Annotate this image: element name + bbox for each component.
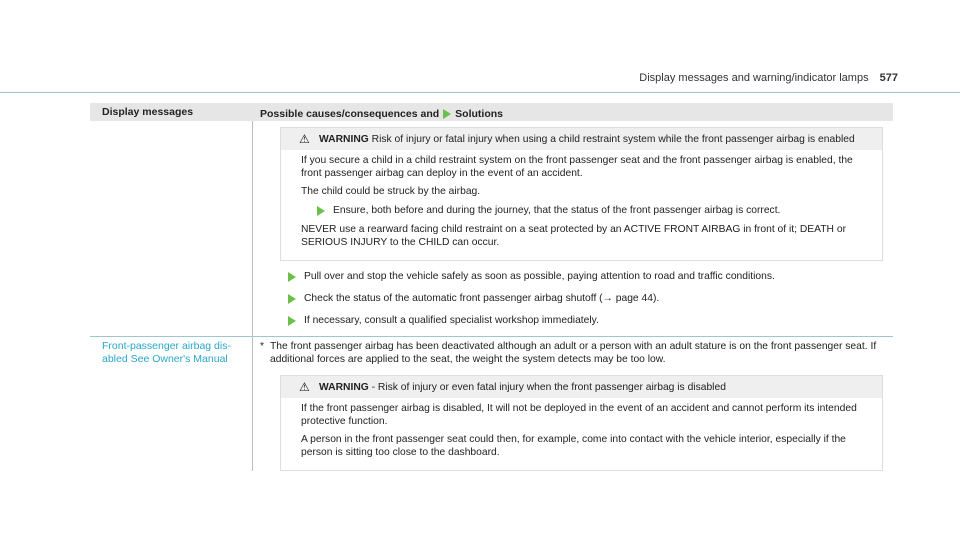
arrow-right-icon xyxy=(288,294,296,304)
solution-step xyxy=(272,292,893,305)
solution-step xyxy=(272,314,893,327)
warning-body xyxy=(281,150,882,260)
display-message-line: abled See Owner's Manual xyxy=(102,353,228,365)
solution-step-text: If necessary, consult a qualified specialist workshop immediately. xyxy=(304,315,599,326)
warning-instruction-text: Ensure, both before and during the journey, that the status of the front passenger airbag is correct. xyxy=(333,205,781,216)
arrow-right-icon xyxy=(288,316,296,326)
warning-heading-text: Risk of injury or fatal injury when using a child restraint system while the front passenger airbag is enabled xyxy=(371,134,855,145)
cause-line xyxy=(258,340,893,366)
asterisk-marker: * xyxy=(260,341,265,352)
warning-triangle-icon: ⚠ xyxy=(299,132,310,146)
warning-box xyxy=(280,127,883,261)
causes-cell xyxy=(252,121,893,336)
page-number: 577 xyxy=(879,72,898,84)
column-divider xyxy=(252,121,253,336)
warning-paragraph: A person in the front passenger seat could then, for example, come into contact with the vehicle interior, especially if the person is sitting too close to the dashboard. xyxy=(301,434,846,458)
warning-paragraph: NEVER use a rearward facing child restraint on a seat protected by an ACTIVE FRONT AIRBAG in front of it; DEATH or SERIOUS INJURY to the CHILD can occur. xyxy=(301,224,847,248)
table-row xyxy=(90,121,893,336)
arrow-right-icon xyxy=(288,272,296,282)
warning-paragraph: If the front passenger airbag is disabled, It will not be deployed in the event of an accident and cannot perform its intended protective function. xyxy=(301,403,857,427)
cause-text: The front passenger airbag has been deactivated although an adult or a person with an adult stature is on the front passenger seat. If additional forces are applied to the seat, the weight the system detects may be too low. xyxy=(270,341,877,365)
warning-box xyxy=(280,375,883,471)
causes-cell xyxy=(252,340,893,471)
column-header-display-messages: Display messages xyxy=(102,106,194,118)
warning-paragraph: The child could be struck by the airbag. xyxy=(301,186,481,197)
arrow-right-icon xyxy=(443,109,451,119)
display-message-cell-empty xyxy=(90,121,252,336)
warning-triangle-icon: ⚠ xyxy=(299,380,310,394)
running-head xyxy=(639,72,898,84)
column-header-causes xyxy=(252,103,503,121)
column-header-solutions-label: Solutions xyxy=(455,107,504,120)
warning-heading-text: - Risk of injury or even fatal injury when the front passenger airbag is disabled xyxy=(371,382,726,393)
solution-steps xyxy=(258,270,893,327)
display-message-line: Front-passenger airbag dis- xyxy=(102,340,231,352)
messages-table xyxy=(90,103,893,471)
table-row xyxy=(90,336,893,471)
warning-heading xyxy=(281,376,882,398)
solution-step xyxy=(272,270,893,283)
solution-step-text: Pull over and stop the vehicle safely as soon as possible, paying attention to road and traffic conditions. xyxy=(304,271,775,282)
arrow-right-icon xyxy=(317,206,325,216)
header-rule xyxy=(0,92,960,93)
display-message-cell[interactable] xyxy=(90,340,252,471)
warning-paragraph: If you secure a child in a child restraint system on the front passenger seat and the front passenger airbag is enabled, the front passenger airbag can deploy in the event of an accident. xyxy=(301,155,853,179)
warning-body xyxy=(281,398,882,470)
warning-word: WARNING xyxy=(319,134,369,145)
warning-heading xyxy=(281,128,882,150)
warning-instruction xyxy=(301,204,874,217)
running-head-title: Display messages and warning/indicator lamps xyxy=(639,72,869,84)
table-header xyxy=(90,103,893,121)
warning-word: WARNING xyxy=(319,382,369,393)
solution-step-text: Check the status of the automatic front passenger airbag shutoff (→ page 44). xyxy=(304,293,660,304)
column-divider xyxy=(252,337,253,471)
column-header-causes-label: Possible causes/consequences and xyxy=(260,107,440,120)
